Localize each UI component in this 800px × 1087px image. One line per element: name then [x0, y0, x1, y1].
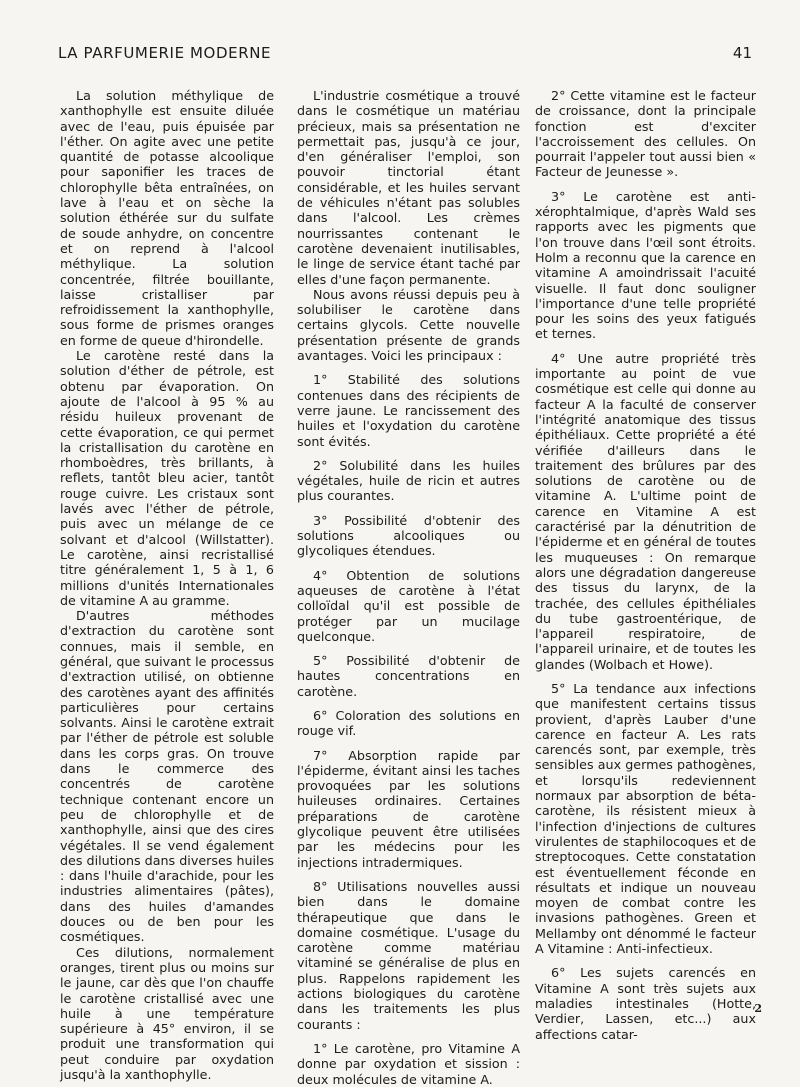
numbered-item: 6° Les sujets carencés en Vitamine A sont très sujets aux maladies intestinales (Hotte, Verdier, Lassen, etc...) aux affections catar- [535, 965, 756, 1042]
paragraph: Ces dilutions, normalement oranges, tirent plus ou moins sur le jaune, car dès que l'on chauffe le carotène cristallisé avec une huile à une température supérieure à 45° environ, il se produit une transformation qui peut conduire par oxydation jusqu'à la xanthophylle. [60, 944, 274, 1082]
numbered-item: 8° Utilisations nouvelles aussi bien dans le domaine thérapeutique que dans le domaine cosmétique. L'usage du carotène comme matériau vitaminé se généralise de plus en plus. Rappelons rapidement les actions biologiques du carotène dans les traitements les plus courants : [297, 878, 520, 1032]
numbered-item: 3° Possibilité d'obtenir des solutions alcooliques ou glycoliques étendues. [297, 512, 520, 559]
text-column-2 [297, 88, 520, 1087]
paragraph: Le carotène resté dans la solution d'éther de pétrole, est obtenu par évaporation. On ajoute de l'alcool à 95 % au résidu huileux provenant de cette évaporation, ce qui permet la cristallisation du carotène en rhomboèdres, très brillants, à reflets, tantôt bleu acier, tantôt rouge cuivre. Les cristaux sont lavés avec l'éther de pétrole, puis avec un mélange de ce solvant et d'alcool (Willstatter). Le carotène, ainsi recristallisé titre généralement 1, 5 à 1, 6 millions d'unités Internationales de vitamine A au gramme. [60, 348, 274, 608]
folio-number: 2 [754, 1002, 762, 1015]
numbered-item: 6° Coloration des solutions en rouge vif. [297, 707, 520, 739]
numbered-item: 4° Une autre propriété très importante au point de vue cosmétique est celle qui donne au facteur A la faculté de conserver l'intégrité anatomique des tissus épithéliaux. Cette propriété a été vérifiée d'ailleurs dans le traitement des brûlures par des solutions de carotène ou de vitamine A. L'ultime point de carence en Vitamine A est caractérisé par la dénutrition de l'épiderme et en général de toutes les muqueuses : On remarque alors une dégradation dangereuse des tissus du larynx, de la trachée, des cellules épithéliales du tube gastroentérique, de l'appareil respiratoire, de l'appareil urinaire, et de toutes les glandes (Wolbach et Howe). [535, 350, 756, 672]
numbered-item: 2° Solubilité dans les huiles végétales, huile de ricin et autres plus courantes. [297, 457, 520, 504]
running-title: LA PARFUMERIE MODERNE [58, 44, 272, 62]
numbered-item: 2° Cette vitamine est le facteur de croissance, dont la principale fonction est d'exciter l'accroissement des cellules. On pourrait l'appeler tout aussi bien « Facteur de Jeunesse ». [535, 88, 756, 180]
numbered-item: 3° Le carotène est anti-xérophtalmique, d'après Wald ses rapports avec les pigments que l'on trouve dans l'œil sont étroits. Holm a reconnu que la carence en vitamine A amoindrissait l'acuité visuelle. Il faut donc souligner l'importance d'une telle propriété pour les soins des yeux fatigués et ternes. [535, 188, 756, 342]
text-column-1 [60, 88, 274, 1082]
paragraph: L'industrie cosmétique a trouvé dans le cosmétique un matériau précieux, mais sa présentation ne permettait pas, jusqu'à ce jour, d'en généraliser l'emploi, son pouvoir tinctorial étant considérable, et les huiles servant de véhicules n'étant pas solubles dans l'alcool. Les crèmes nourrissantes contenant le carotène devenaient inutilisables, le linge de service étant taché par elles d'une façon permanente. [297, 88, 520, 287]
paragraph: Nous avons réussi depuis peu à solubiliser le carotène dans certains glycols. Cette nouvelle présentation présente de grands avantages. Voici les principaux : [297, 286, 520, 364]
numbered-item: 1° Le carotène, pro Vitamine A donne par oxydation et sission : deux molécules de vitamine A. [297, 1040, 520, 1087]
paragraph: La solution méthylique de xanthophylle est ensuite diluée avec de l'eau, puis épuisée par l'éther. On agite avec une petite quantité de potasse alcoolique pour saponifier les traces de chlorophylle bêta entraînées, on lave à l'eau et on sèche la solution éthérée sur du sulfate de soude anhydre, on concentre et on reprend à l'alcool méthylique. La solution concentrée, filtrée bouillante, laisse cristalliser par refroidissement la xanthophylle, sous forme de prismes oranges en forme de queue d'hirondelle. [60, 88, 274, 348]
numbered-item: 4° Obtention de solutions aqueuses de carotène à l'état colloïdal qu'il est possible de protéger par un mucilage quelconque. [297, 567, 520, 644]
numbered-item: 5° Possibilité d'obtenir de hautes concentrations en carotène. [297, 653, 520, 699]
numbered-item: 1° Stabilité des solutions contenues dans des récipients de verre jaune. Le rancissement des huiles et l'oxydation du carotène sont évités. [297, 372, 520, 449]
paragraph: D'autres méthodes d'extraction du carotène sont connues, mais il semble, en général, que suivant le processus d'extraction utilisé, on obtienne des carotènes ayant des affinités particulières pour certains solvants. Ainsi le carotène extrait par l'éther de pétrole est soluble dans les corps gras. On trouve dans le commerce des concentrés de carotène technique contenant encore un peu de chlorophylle et de xanthophylle, ainsi que des cires végétales. Il se vend également des dilutions dans diverses huiles : dans l'huile d'arachide, pour les industries alimentaires (pâtes), dans des huiles d'amandes douces ou de ben pour les cosmétiques. [60, 608, 274, 945]
page-header [58, 44, 752, 66]
page-number: 41 [732, 44, 752, 62]
text-column-3 [535, 88, 756, 1042]
numbered-item: 7° Absorption rapide par l'épiderme, évitant ainsi les taches provoquées par les solutions huileuses ordinaires. Certaines préparations de carotène glycolique peuvent être utilisées par les médecins pour les injections intradermiques. [297, 747, 520, 870]
numbered-item: 5° La tendance aux infections que manifestent certains tissus provient, d'après Lauber d'une carence en facteur A. Les rats carencés sont, par exemple, très sensibles aux germes pathogènes, et lorsqu'ils redeviennent normaux par absorption de béta-carotène, ils résistent mieux à l'infection d'injections de cultures virulentes de staphilocoques et de streptocoques. Cette constatation est éventuellement féconde en résultats et indique un nouveau moyen de combat contre les invasions pathogènes. Green et Mellamby ont dénommé le facteur A Vitamine : Anti-infectieux. [535, 680, 756, 957]
